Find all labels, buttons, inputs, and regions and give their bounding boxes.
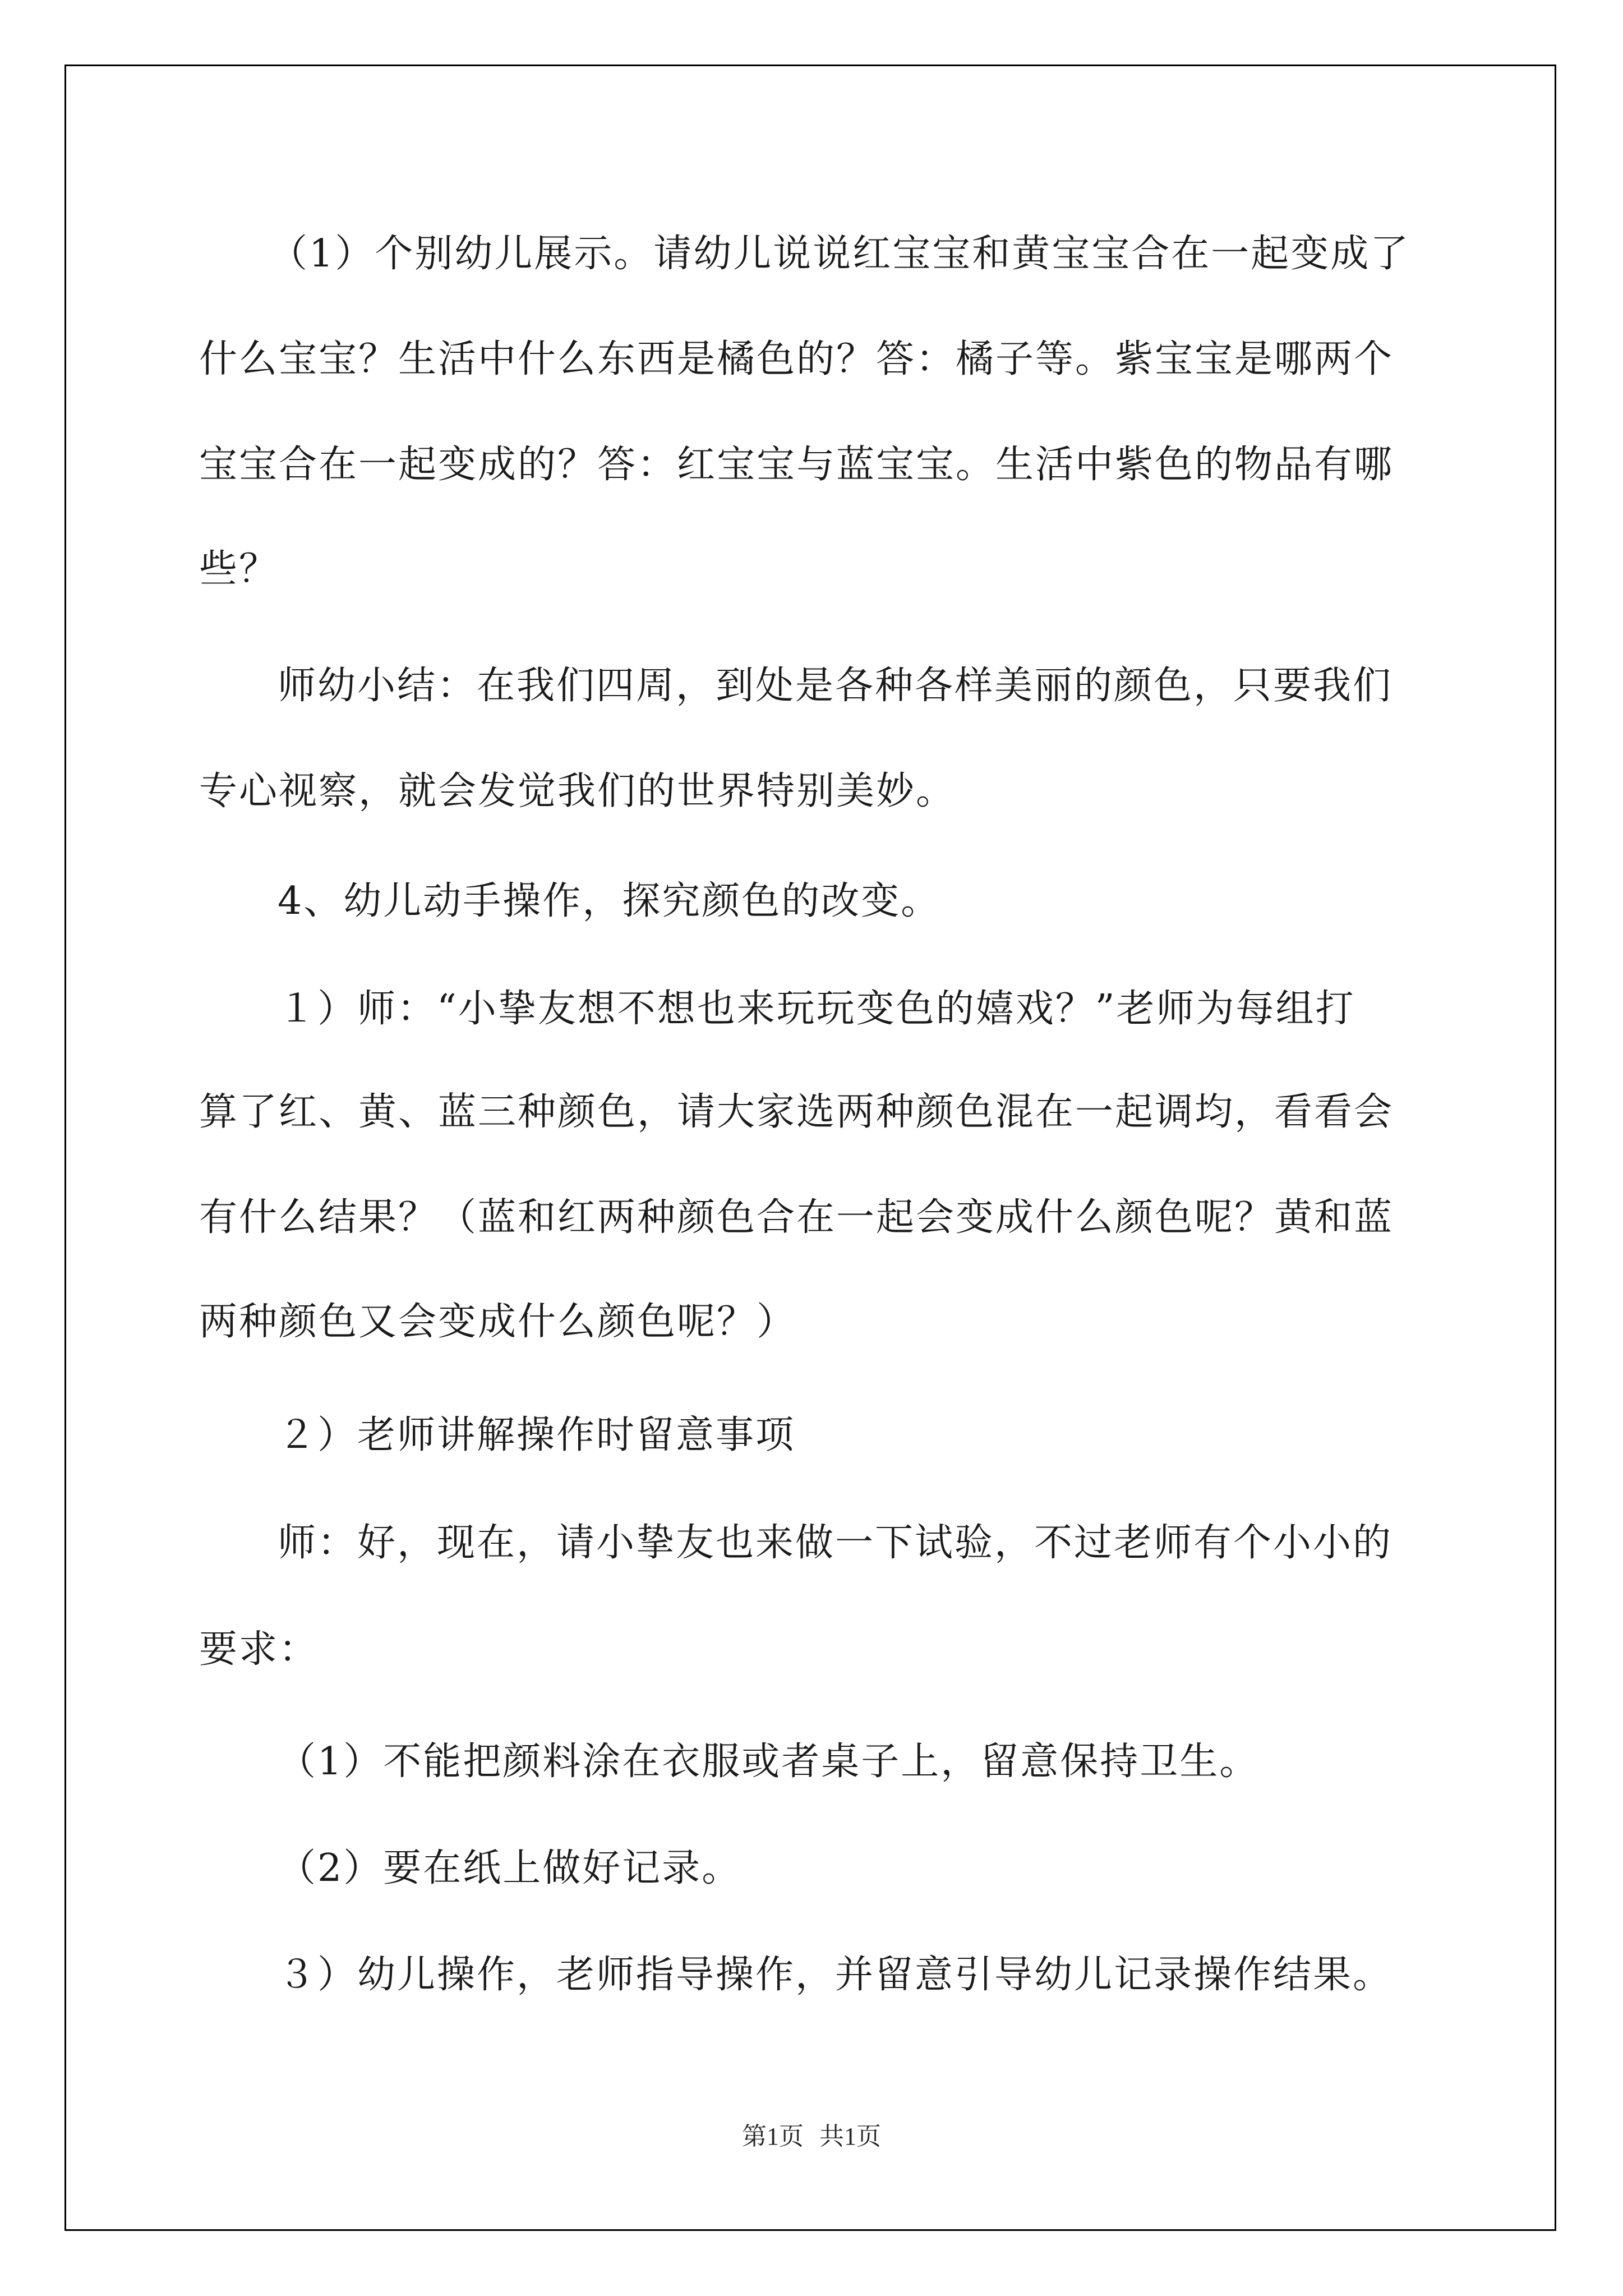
text-line: 什么宝宝？生活中什么东西是橘色的？答：橘子等。紫宝宝是哪两个: [199, 337, 1394, 381]
text-line: ２）老师讲解操作时留意事项: [278, 1413, 796, 1457]
text-line: 些？: [199, 547, 279, 591]
page-footer: [0, 2116, 1623, 2152]
text-line: 师幼小结：在我们四周，到处是各种各样美丽的颜色，只要我们: [278, 664, 1393, 708]
text-line: 师：好，现在，请小挚友也来做一下试验，不过老师有个小小的: [278, 1521, 1393, 1565]
text-line: 宝宝合在一起变成的？答：红宝宝与蓝宝宝。生活中紫色的物品有哪: [199, 443, 1394, 487]
text-line: （1）不能把颜料涂在衣服或者桌子上，留意保持卫生。: [278, 1740, 1260, 1784]
text-line: １）师：“小挚友想不想也来玩玩变色的嬉戏？”老师为每组打: [278, 987, 1355, 1031]
text-line: 4、幼儿动手操作，探究颜色的改变。: [278, 879, 941, 923]
text-line: 两种颜色又会变成什么颜色呢？）: [199, 1300, 797, 1344]
page-number: 第1页: [742, 2123, 804, 2150]
text-line: 要求：: [199, 1627, 319, 1672]
text-line: ３）幼儿操作，老师指导操作，并留意引导幼儿记录操作结果。: [278, 1953, 1393, 1997]
page-total: 共1页: [819, 2123, 881, 2150]
text-line: 专心视察，就会发觉我们的世界特别美妙。: [199, 769, 956, 813]
text-line: 算了红、黄、蓝三种颜色，请大家选两种颜色混在一起调均，看看会: [199, 1090, 1394, 1134]
text-line: （1）个别幼儿展示。请幼儿说说红宝宝和黄宝宝合在一起变成了: [269, 232, 1410, 276]
text-line: （2）要在纸上做好记录。: [278, 1846, 742, 1890]
page-border: [64, 65, 1556, 2231]
text-line: 有什么结果？（蓝和红两种颜色合在一起会变成什么颜色呢？黄和蓝: [199, 1195, 1394, 1240]
